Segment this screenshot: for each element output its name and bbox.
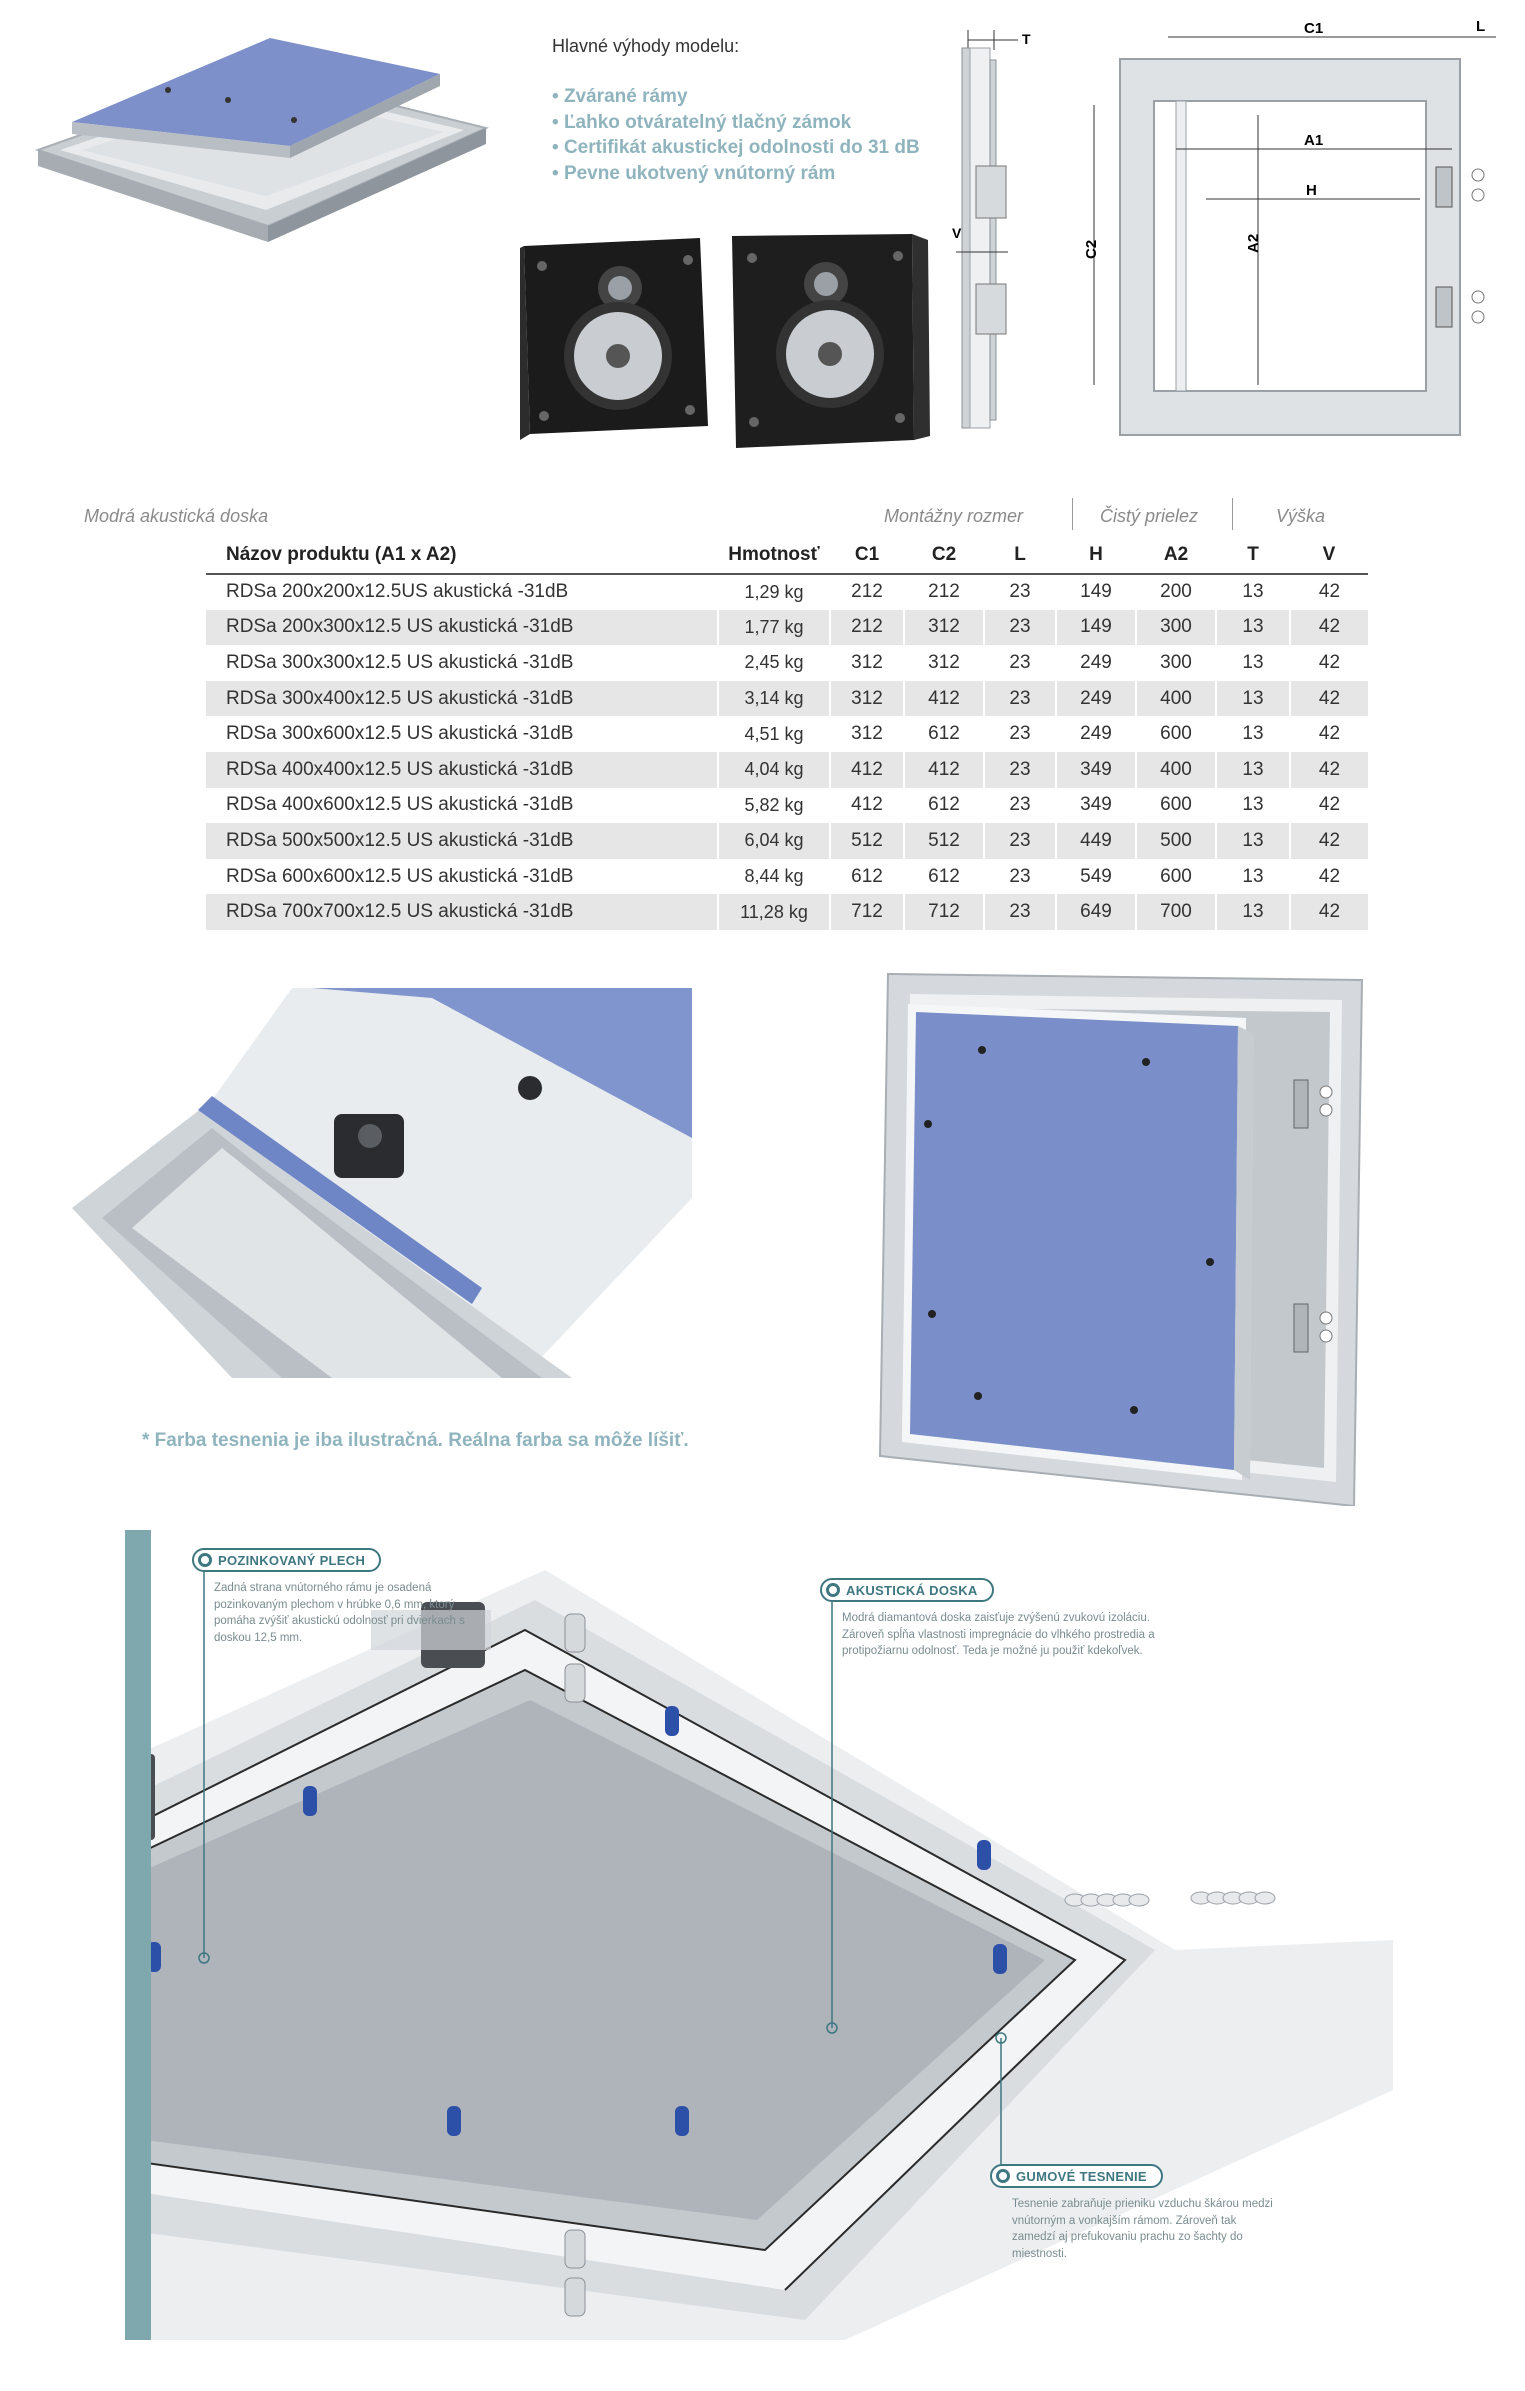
cell: 612 [904, 859, 984, 895]
cell: 412 [904, 681, 984, 717]
cell-product: RDSa 300x400x12.5 US akustická -31dB [206, 681, 718, 717]
cell: 42 [1290, 894, 1368, 930]
spec-table [206, 536, 1368, 930]
table-row [206, 788, 1368, 824]
callout-text: Tesnenie zabraňuje prieniku vzduchu škárou medzi vnútorným a vonkajším rámom. Zároveň tak zamedzí aj prefukovaniu prachu zo šachty do miestnosti. [1012, 2198, 1273, 2260]
label-v: V [952, 225, 962, 241]
advantage-item: • Ľahko otváratelný tlačný zámok [552, 110, 920, 136]
col-header: Hmotnosť [718, 536, 830, 574]
cell-weight: 6,04 kg [718, 823, 830, 859]
col-header: C2 [904, 536, 984, 574]
cell: 23 [984, 823, 1056, 859]
cell: 349 [1056, 788, 1136, 824]
cell-weight: 1,29 kg [718, 574, 830, 610]
label-t: T [1022, 31, 1031, 47]
group-separator [1232, 498, 1233, 530]
table-row [206, 610, 1368, 646]
cell: 42 [1318, 651, 1341, 673]
cell: 700 [1136, 894, 1216, 930]
callout-dot-icon [198, 1553, 212, 1567]
callout-dot-icon [826, 1583, 840, 1597]
col-header: Názov produktu (A1 x A2) [206, 536, 718, 574]
cell-product: RDSa 200x200x12.5US akustická -31dB [206, 574, 718, 610]
cell-weight: 4,04 kg [718, 752, 830, 788]
cell-product: RDSa 300x300x12.5 US akustická -31dB [206, 645, 718, 681]
cell: 13 [1216, 716, 1290, 752]
col-header: A2 [1136, 536, 1216, 574]
cell: 200 [1136, 574, 1216, 610]
cell-product: RDSa 400x600x12.5 US akustická -31dB [206, 788, 718, 824]
cell: 312 [830, 645, 904, 681]
label-h: H [1306, 182, 1317, 199]
cell: 249 [1056, 716, 1136, 752]
advantage-item: • Pevne ukotvený vnútorný rám [552, 161, 920, 187]
cell-product: RDSa 600x600x12.5 US akustická -31dB [206, 859, 718, 895]
cell: 13 [1216, 574, 1290, 610]
cell: 500 [1136, 823, 1216, 859]
front-diagram [1080, 15, 1520, 445]
label-a2: A2 [1245, 233, 1262, 253]
cell: 300 [1136, 610, 1216, 646]
cell: 212 [904, 574, 984, 610]
cell: 13 [1216, 645, 1290, 681]
callout-dot-icon [996, 2169, 1010, 2183]
cell: 412 [830, 788, 904, 824]
cell: 712 [904, 894, 984, 930]
callout-rubber-seal [990, 2164, 1280, 2262]
cell-weight: 4,51 kg [718, 716, 830, 752]
cell: 23 [984, 752, 1056, 788]
label-c2: C2 [1083, 239, 1100, 259]
cell: 612 [904, 788, 984, 824]
advantages-list [552, 84, 920, 186]
label-l: L [1476, 18, 1486, 35]
cell: 13 [1216, 788, 1290, 824]
cell-product: RDSa 300x600x12.5 US akustická -31dB [206, 716, 718, 752]
open-panel-image [876, 964, 1371, 1506]
group-separator [1072, 498, 1073, 530]
cell: 42 [1318, 794, 1341, 816]
callout-text: Modrá diamantová doska zaisťuje zvýšenú zvukovú izoláciu. Zároveň spĺňa vlastnosti impregnácie do vlhkého prostredia a protipožiarnu odolnosť. Teda je možné ju použiť kdekoľvek. [842, 1612, 1155, 1657]
cell: 23 [984, 610, 1056, 646]
cell: 13 [1216, 823, 1290, 859]
table-row [206, 823, 1368, 859]
cell-product: RDSa 200x300x12.5 US akustická -31dB [206, 610, 718, 646]
cell: 42 [1290, 752, 1368, 788]
cell: 23 [984, 645, 1056, 681]
cell: 13 [1216, 752, 1290, 788]
seal-color-note: * Farba tesnenia je iba ilustračná. Reálna farba sa môže líšiť. [142, 1430, 689, 1451]
cell: 42 [1290, 681, 1368, 717]
cell: 412 [904, 752, 984, 788]
cell: 449 [1056, 823, 1136, 859]
speaker-right [732, 234, 930, 448]
col-header: V [1290, 536, 1368, 574]
table-row [206, 859, 1368, 895]
cell-product: RDSa 400x400x12.5 US akustická -31dB [206, 752, 718, 788]
label-a1: A1 [1304, 132, 1324, 149]
cell: 512 [830, 823, 904, 859]
cell: 23 [984, 859, 1056, 895]
col-header: C1 [830, 536, 904, 574]
cell: 412 [830, 752, 904, 788]
cell: 212 [830, 610, 904, 646]
cell: 23 [984, 574, 1056, 610]
cell-product: RDSa 700x700x12.5 US akustická -31dB [206, 894, 718, 930]
access-panel-hero-image [8, 30, 504, 290]
cell-product: RDSa 500x500x12.5 US akustická -31dB [206, 823, 718, 859]
cell-weight: 11,28 kg [718, 894, 830, 930]
cell: 312 [904, 610, 984, 646]
cell: 612 [904, 716, 984, 752]
callout-title: POZINKOVANÝ PLECH [218, 1552, 366, 1568]
cell: 42 [1318, 581, 1341, 603]
cell: 149 [1056, 574, 1136, 610]
cell: 512 [904, 823, 984, 859]
cell: 42 [1318, 865, 1341, 887]
table-header-row [206, 536, 1368, 574]
table-row [206, 894, 1368, 930]
cell-weight: 5,82 kg [718, 788, 830, 824]
table-row [206, 645, 1368, 681]
col-header: H [1056, 536, 1136, 574]
cell: 42 [1290, 610, 1368, 646]
section-diagram [948, 20, 1068, 440]
label-c1: C1 [1304, 20, 1324, 37]
cell: 23 [984, 716, 1056, 752]
col-header: L [984, 536, 1056, 574]
cell: 549 [1056, 859, 1136, 895]
cell: 42 [1318, 723, 1341, 745]
cell: 600 [1136, 859, 1216, 895]
cell: 400 [1136, 752, 1216, 788]
cell: 23 [984, 894, 1056, 930]
table-caption: Modrá akustická doska [84, 506, 269, 526]
callout-galvanized-sheet [192, 1548, 492, 1646]
group-clear-opening: Čistý prielez [1100, 506, 1199, 526]
speaker-left [520, 238, 708, 440]
table-row [206, 716, 1368, 752]
col-header: T [1216, 536, 1290, 574]
advantage-item: • Certifikát akustickej odolnosti do 31 dB [552, 135, 920, 161]
cell: 649 [1056, 894, 1136, 930]
cell: 312 [830, 681, 904, 717]
cell: 312 [830, 716, 904, 752]
cell: 612 [830, 859, 904, 895]
table-row [206, 681, 1368, 717]
side-accent-bar [125, 1530, 151, 2340]
speakers-image [520, 226, 932, 466]
callout-text: Zadná strana vnútorného rámu je osadená pozinkovaným plechom v hrúbke 0,6 mm, ktorý pomáha zvýšiť akustickú odolnosť pri dvierkach s doskou 12,5 mm. [214, 1582, 465, 1644]
callout-title: AKUSTICKÁ DOSKA [846, 1582, 978, 1598]
cell: 349 [1056, 752, 1136, 788]
cell: 149 [1056, 610, 1136, 646]
cell: 312 [904, 645, 984, 681]
cell: 249 [1056, 681, 1136, 717]
group-height: Výška [1276, 506, 1326, 526]
cell: 600 [1136, 716, 1216, 752]
cell: 600 [1136, 788, 1216, 824]
callout-acoustic-board [820, 1578, 1160, 1660]
table-row [206, 752, 1368, 788]
cell: 300 [1136, 645, 1216, 681]
cell: 42 [1290, 823, 1368, 859]
advantage-item: • Zvárané rámy [552, 84, 920, 110]
cell: 23 [984, 788, 1056, 824]
cell-weight: 3,14 kg [718, 681, 830, 717]
cell: 712 [830, 894, 904, 930]
cell: 23 [984, 681, 1056, 717]
table-row [206, 574, 1368, 610]
cell-weight: 1,77 kg [718, 610, 830, 646]
cell-weight: 2,45 kg [718, 645, 830, 681]
cell: 400 [1136, 681, 1216, 717]
advantages-title: Hlavné výhody modelu: [552, 36, 740, 56]
cell: 13 [1216, 859, 1290, 895]
hinge-closeup-image [72, 988, 692, 1378]
cell: 13 [1216, 894, 1290, 930]
cell-weight: 8,44 kg [718, 859, 830, 895]
cell: 13 [1216, 681, 1290, 717]
group-mounting-size: Montážny rozmer [884, 506, 1024, 526]
cell: 13 [1216, 610, 1290, 646]
cell: 249 [1056, 645, 1136, 681]
cell: 212 [830, 574, 904, 610]
callout-title: GUMOVÉ TESNENIE [1016, 2168, 1147, 2184]
